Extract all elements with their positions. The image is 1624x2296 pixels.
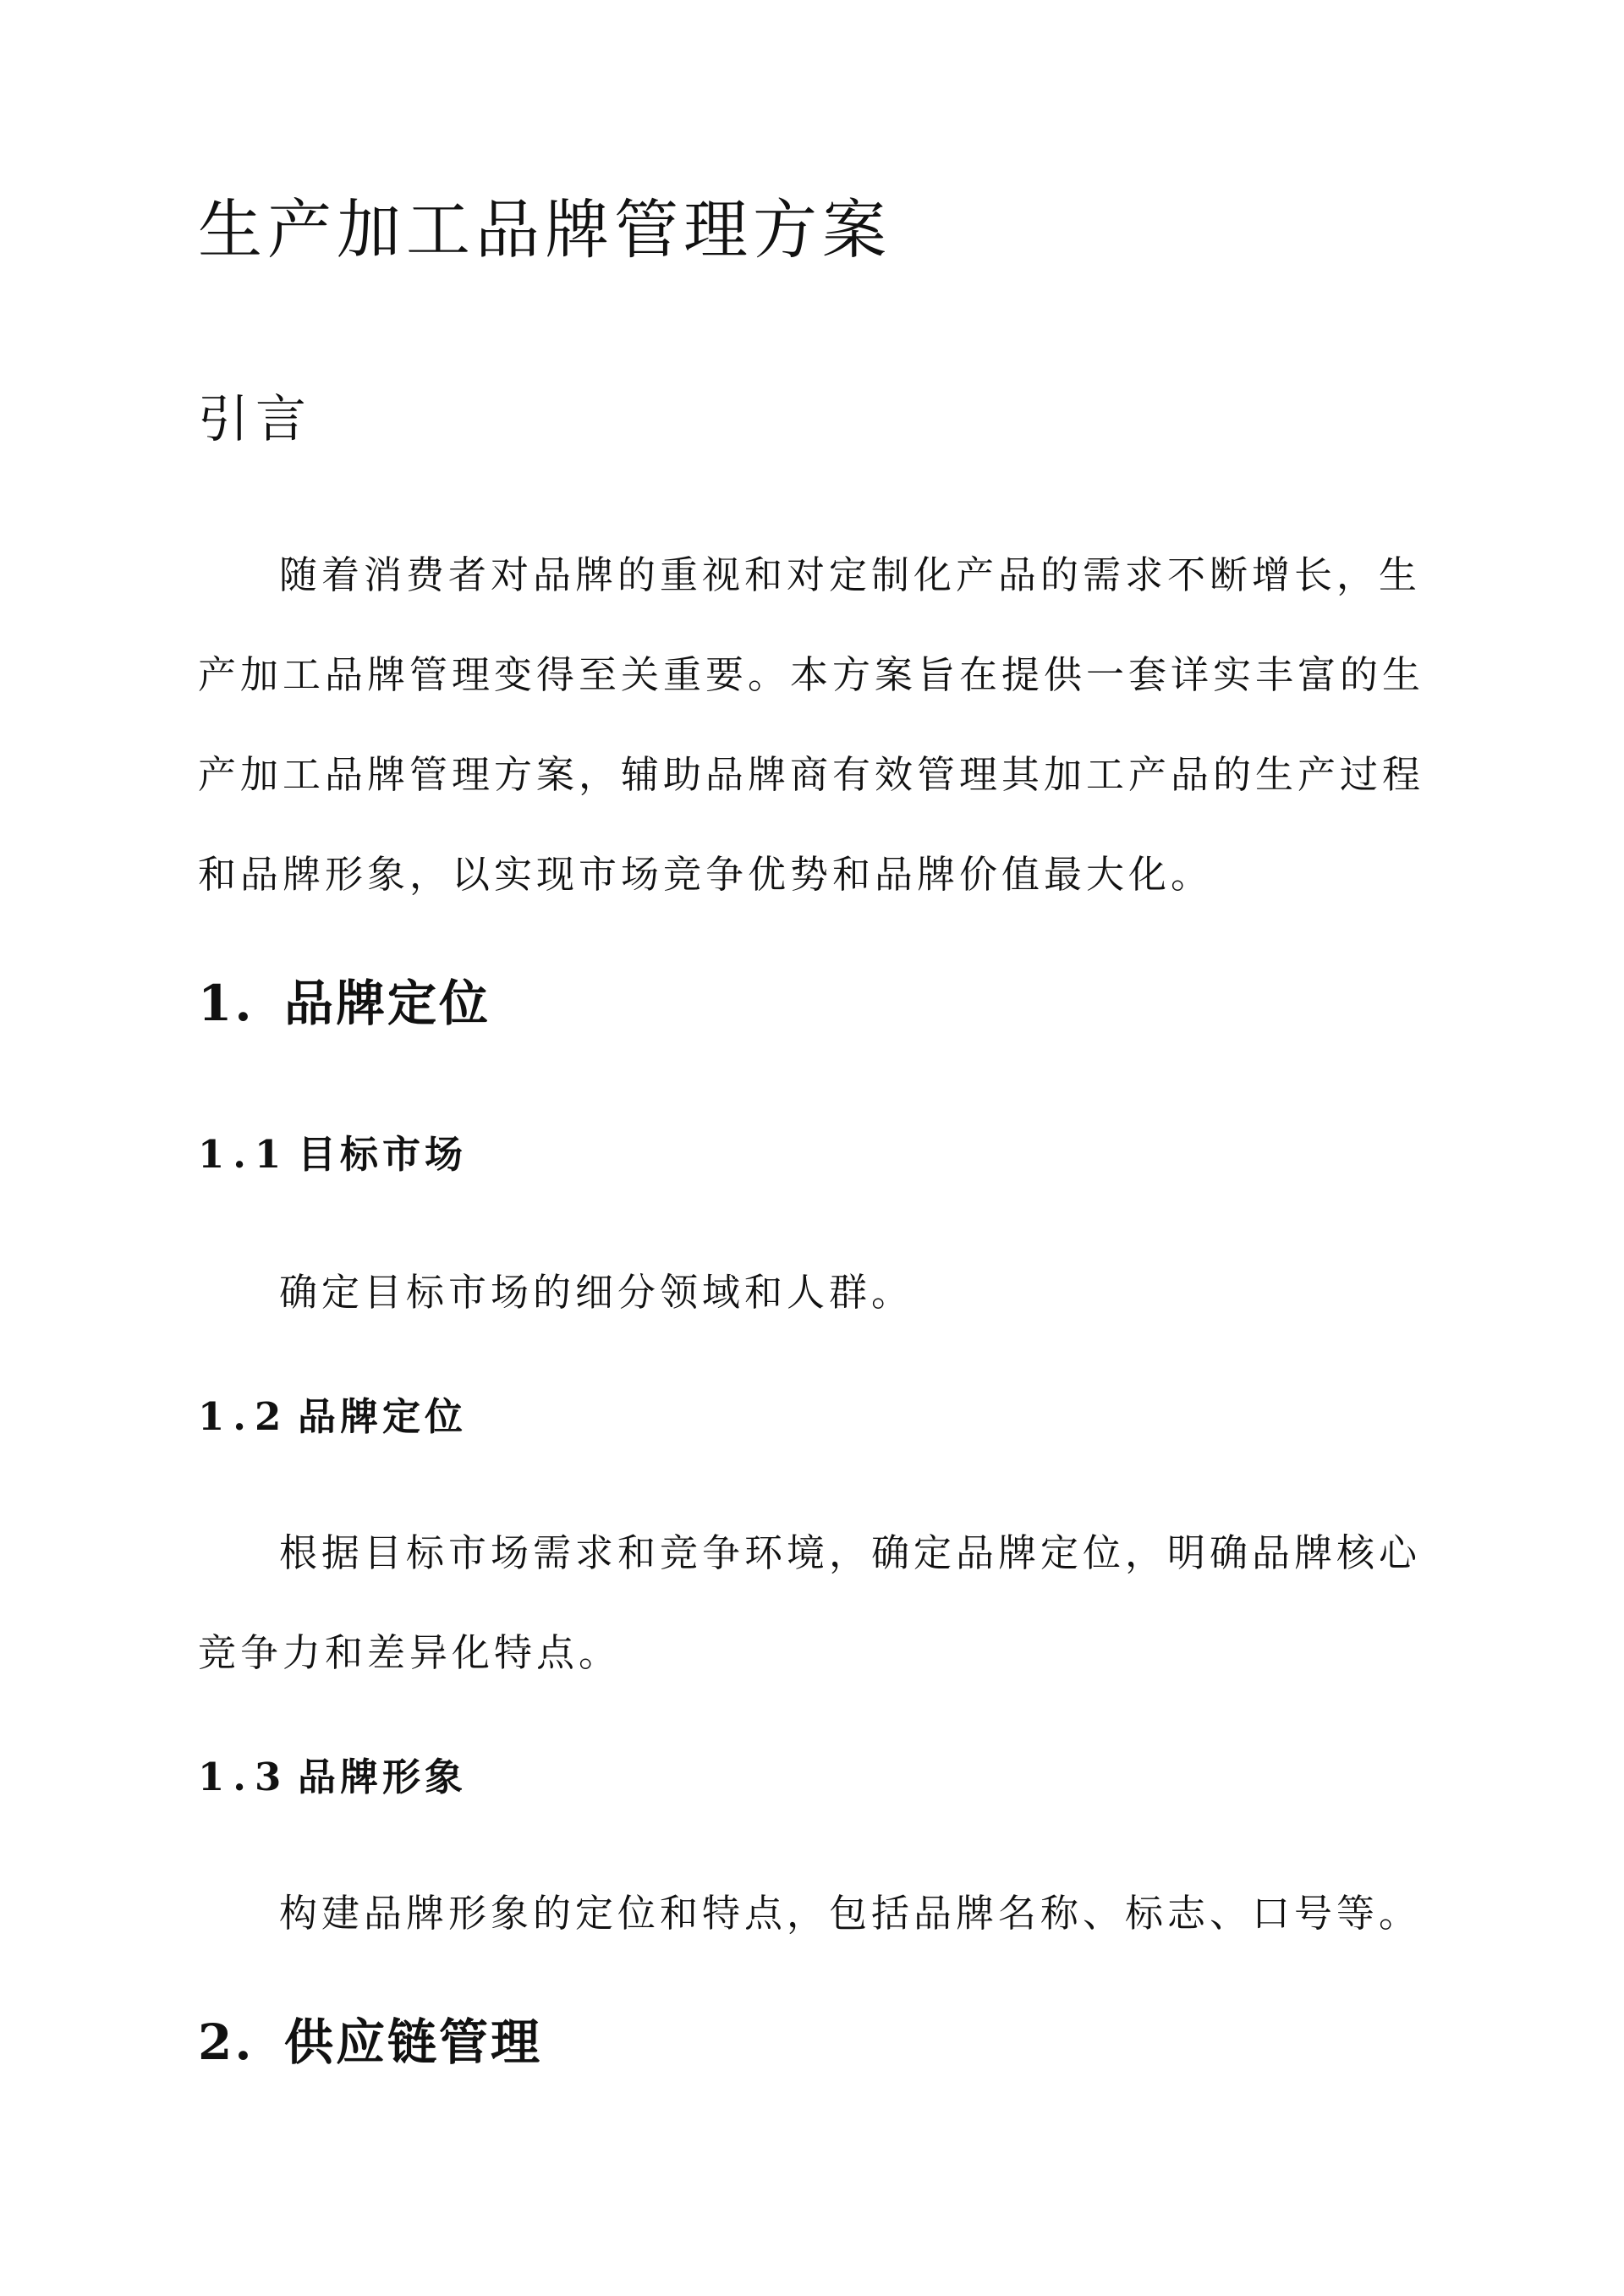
section-title: 供应链管理 xyxy=(284,2013,543,2071)
intro-line: 随着消费者对品牌的重视和对定制化产品的需求不断增长，生 xyxy=(279,552,1422,597)
subsection-1-3-paragraph xyxy=(198,1880,1441,1980)
section-title: 品牌定位 xyxy=(284,975,491,1032)
subsection-number: 1.1 xyxy=(198,1132,290,1177)
intro-line: 和品牌形象，以实现市场竞争优势和品牌价值最大化。 xyxy=(198,852,1214,897)
document-title: 生产加工品牌管理方案 xyxy=(198,192,892,267)
subsection-1-2-heading xyxy=(198,1394,467,1440)
paragraph-line: 竞争力和差异化特点。 xyxy=(198,1630,622,1675)
subsection-number: 1.2 xyxy=(198,1394,290,1439)
subsection-number: 1.3 xyxy=(198,1755,290,1799)
section-number: 2. xyxy=(198,2013,255,2071)
intro-paragraph xyxy=(198,541,1433,941)
intro-heading: 引言 xyxy=(198,390,313,449)
section-number: 1. xyxy=(198,975,255,1032)
intro-line: 产加工品牌管理方案，辅助品牌商有效管理其加工产品的生产过程 xyxy=(198,752,1425,797)
subsection-1-3-heading xyxy=(198,1755,467,1800)
subsection-title: 品牌形象 xyxy=(298,1755,468,1799)
section-2-heading xyxy=(198,2013,542,2073)
subsection-title: 品牌定位 xyxy=(298,1394,468,1439)
paragraph-line: 构建品牌形象的定位和特点，包括品牌名称、标志、口号等。 xyxy=(279,1891,1422,1936)
intro-line: 产加工品牌管理变得至关重要。本方案旨在提供一套详实丰富的生 xyxy=(198,652,1425,697)
paragraph-line: 确定目标市场的细分领域和人群。 xyxy=(279,1270,914,1315)
subsection-1-2-paragraph xyxy=(198,1519,1441,1719)
subsection-title: 目标市场 xyxy=(298,1132,468,1177)
section-1-heading xyxy=(198,975,491,1034)
subsection-1-1-heading xyxy=(198,1132,467,1178)
paragraph-line: 根据目标市场需求和竞争环境，确定品牌定位，明确品牌核心 xyxy=(279,1530,1422,1575)
subsection-1-1-paragraph xyxy=(198,1259,1441,1359)
